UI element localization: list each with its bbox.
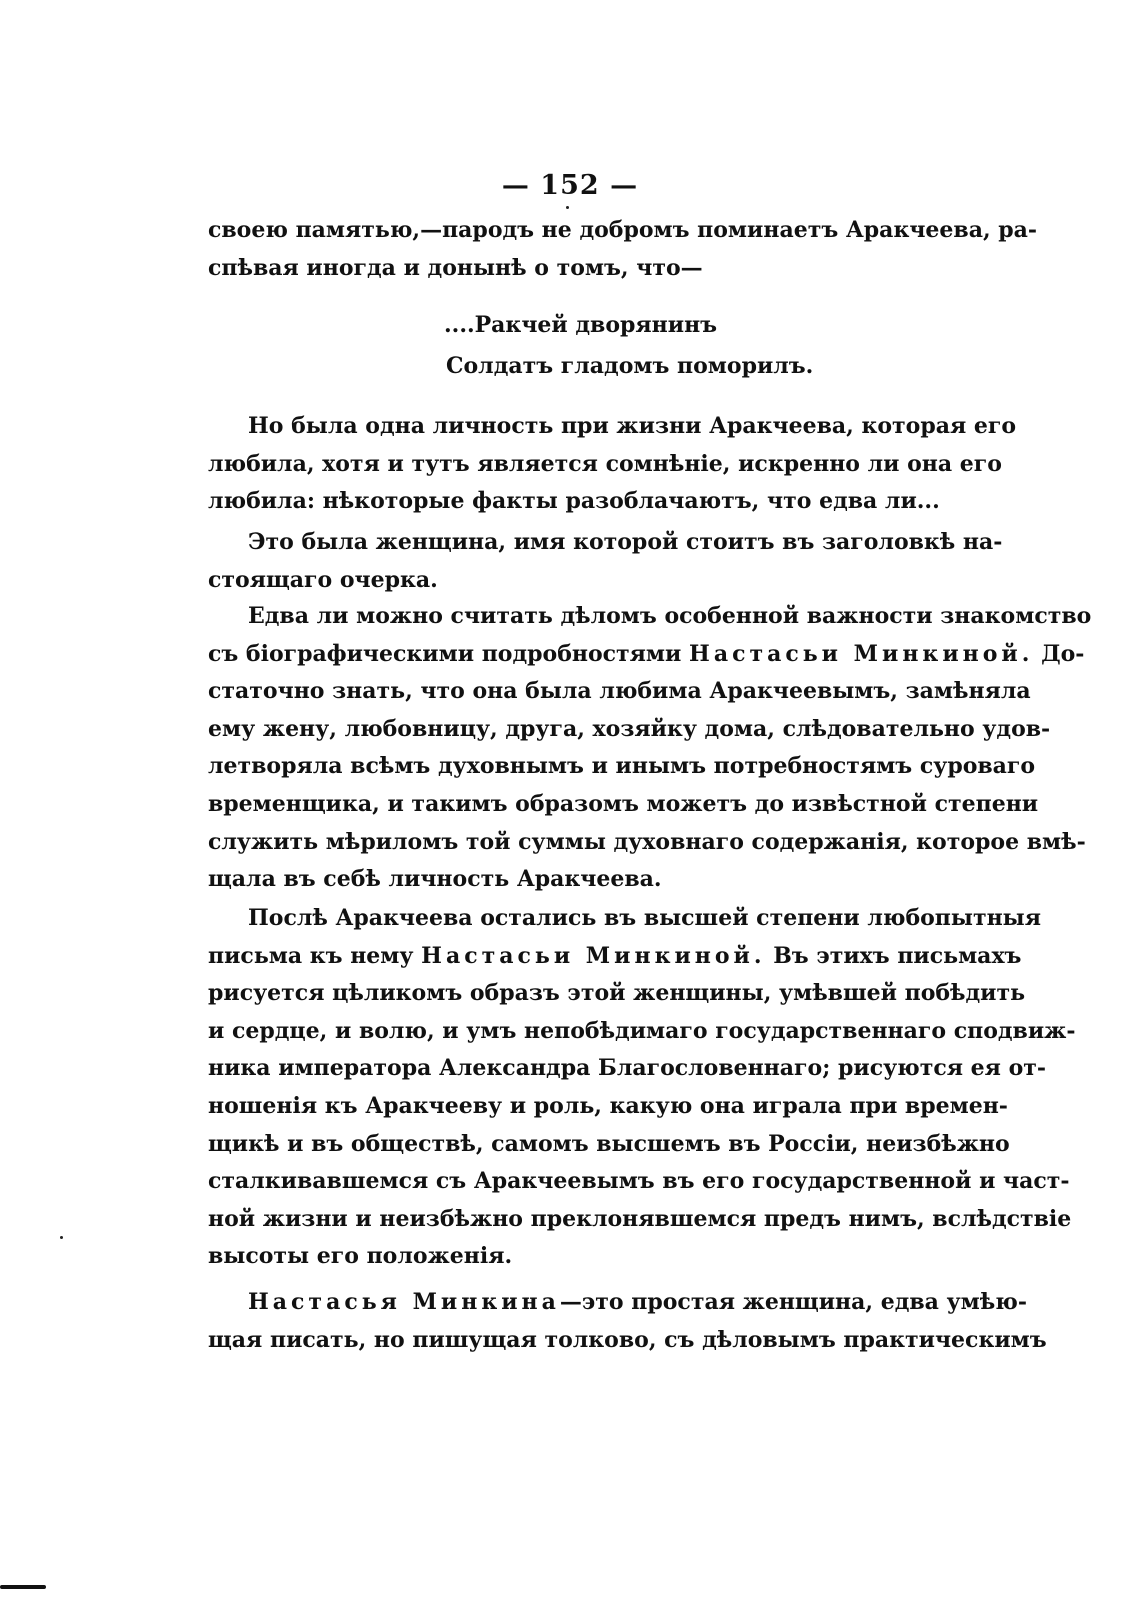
text-line: служить мѣриломъ той суммы духовнаго содержанія, которое вмѣ- (208, 828, 1086, 855)
text-line: щикѣ и въ обществѣ, самомъ высшемъ въ Россіи, неизбѣжно (208, 1130, 1010, 1157)
text-line: ной жизни и неизбѣжно преклонявшемся предъ нимъ, вслѣдствіе (208, 1205, 1072, 1232)
text-line: своею памятью,—пародъ не добромъ поминаетъ Аракчеева, ра- (208, 217, 1038, 243)
text-line: щая писать, но пишущая толково, съ дѣловымъ практическимъ (208, 1326, 1047, 1353)
paragraph (208, 598, 1092, 899)
text-line (208, 1284, 1027, 1322)
text-line: и сердце, и волю, и умъ непобѣдимаго государственнаго сподвиж- (208, 1017, 1076, 1044)
text-line: ему жену, любовницу, друга, хозяйку дома, слѣдовательно удов- (208, 715, 1051, 742)
paragraph (208, 524, 1003, 599)
print-speck (566, 206, 569, 209)
text-line: любила: нѣкоторые факты разоблачаютъ, что едва ли... (208, 488, 940, 515)
text-line (208, 636, 1085, 674)
page-number: — 152 — (501, 170, 639, 201)
intro-paragraph (208, 212, 1038, 287)
text-line: временщика, и такимъ образомъ можетъ до извѣстной степени (208, 790, 1039, 817)
paragraph (208, 1284, 1047, 1359)
verse-line: Солдатъ гладомъ поморилъ. (446, 353, 814, 379)
text-line: стоящаго очерка. (208, 566, 438, 593)
text-line: Это была женщина, имя которой стоитъ въ заголовкѣ на- (248, 529, 1003, 555)
text-fragment: —это простая женщина, едва умѣю- (559, 1289, 1027, 1315)
text-line: щала въ себѣ личность Аракчеева. (208, 866, 662, 893)
text-line: высоты его положенія. (208, 1243, 513, 1270)
text-fragment: Въ этихъ письмахъ (773, 942, 1022, 969)
paragraph (208, 900, 1076, 1276)
text-line: рисуется цѣликомъ образъ этой женщины, умѣвшей побѣдить (208, 980, 1026, 1007)
text-fragment: съ біографическими подробностями (208, 640, 682, 667)
text-line: статочно знать, что она была любима Аракчеевымъ, замѣняла (208, 678, 1031, 705)
paragraph (208, 408, 1017, 521)
text-line: сталкивавшемся съ Аракчеевымъ въ его государственной и част- (208, 1168, 1070, 1195)
print-speck (60, 1236, 63, 1239)
text-fragment: До- (1041, 640, 1085, 667)
text-line: Но была одна личность при жизни Аракчеева, которая его (248, 413, 1017, 439)
scan-edge-mark (0, 1585, 46, 1589)
text-line: ника императора Александра Благословеннаго; рисуются ея от- (208, 1055, 1047, 1082)
name-spaced: Настасьи Минкиной. (689, 640, 1034, 667)
text-line: Едва ли можно считать дѣломъ особенной важности знакомство (248, 603, 1092, 629)
text-fragment: письма къ нему (208, 942, 414, 969)
name-spaced: Настасья Минкина (248, 1289, 560, 1315)
text-line: Послѣ Аракчеева остались въ высшей степени любопытныя (248, 905, 1041, 931)
name-spaced: Настасьи Минкиной. (421, 942, 766, 969)
text-line: спѣвая иногда и донынѣ о томъ, что— (208, 254, 703, 281)
verse-line: ....Ракчей дворянинъ (444, 312, 718, 338)
text-line: любила, хотя и тутъ является сомнѣніе, искренно ли она его (208, 450, 1002, 477)
text-line (208, 938, 1022, 976)
text-line: летворяла всѣмъ духовнымъ и инымъ потребностямъ суроваго (208, 753, 1036, 780)
text-line: ношенія къ Аракчееву и роль, какую она играла при времен- (208, 1092, 1008, 1119)
